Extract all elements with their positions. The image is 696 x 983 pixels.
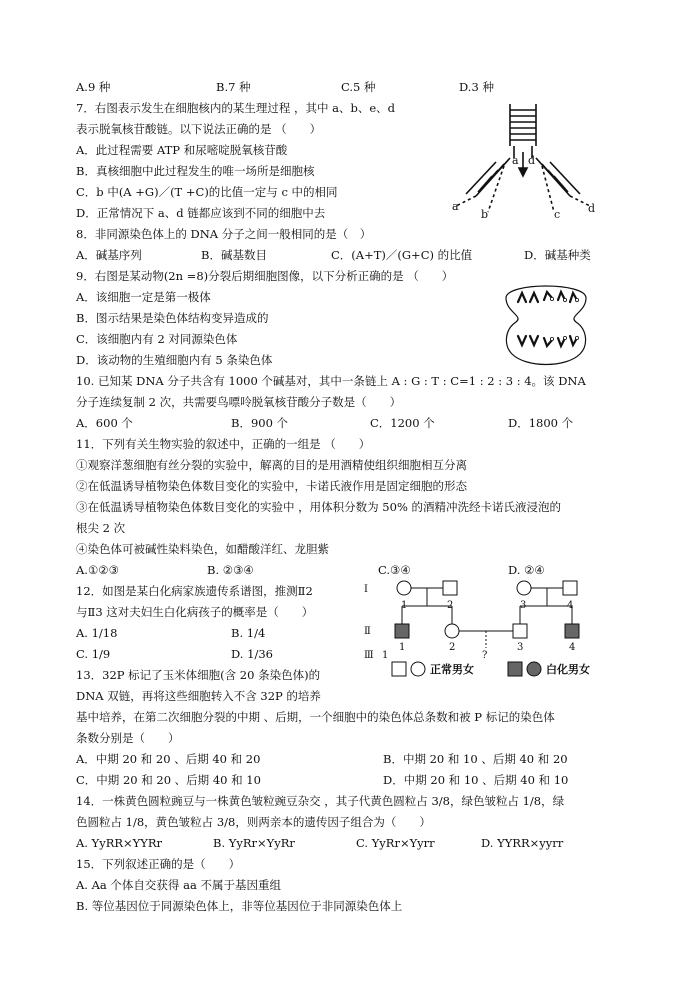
q10-stem-line2: 分子连续复制 2 次，共需要鸟嘌呤脱氧核苷酸分子数是（ ） — [76, 395, 402, 409]
q11-stem: 11．下列有关生物实验的叙述中，正确的一组是 （ ） — [76, 437, 371, 451]
q7-stem-line1: 7．右图表示发生在细胞核内的某生理过程 ，其中 a、b、e、d — [76, 101, 396, 115]
q10-option-c: C．1200 个 — [370, 416, 435, 430]
q11-option-b: B. ②③④ — [207, 563, 254, 577]
q10-stem-line1: 10. 已知某 DNA 分子共含有 1000 个碱基对，其中一条链上 A : G : T : C=1 : 2 : 3 : 4。该 DNA — [76, 374, 586, 388]
q8-option-d: D．碱基种类 — [524, 248, 591, 262]
dividing-cell-figure — [496, 278, 596, 366]
q13-option-b: B．中期 20 和 10 、后期 40 和 20 — [383, 752, 568, 766]
q6-option-b: B.7 种 — [216, 80, 251, 94]
pedigree-I-2: 2 — [447, 600, 454, 611]
q9-option-b: B．图示结果是染色体结构变异造成的 — [76, 311, 269, 325]
pedigree-I-3: 3 — [520, 600, 527, 611]
q15-option-b: B. 等位基因位于同源染色体上，非等位基因位于非同源染色体上 — [76, 899, 403, 913]
q7-option-a: A．此过程需要 ATP 和尿嘧啶脱氧核苷酸 — [76, 143, 288, 157]
q11-option-d: D. ②④ — [508, 563, 545, 577]
pedigree-II-2: 2 — [449, 642, 456, 653]
q10-option-a: A．600 个 — [76, 416, 133, 430]
q14-option-b: B. YyRr×YyRr — [213, 836, 295, 850]
q14-stem-line1: 14．一株黄色圆粒豌豆与一株黄色皱粒豌豆杂交 ，其子代黄色圆粒占 3/8，绿色皱粒占 1/8，绿 — [76, 794, 565, 808]
q11-item-1: ①观察洋葱细胞有丝分裂的实验中，解离的目的是用酒精使组织细胞相互分离 — [76, 458, 467, 472]
q13-option-a: A．中期 20 和 20 、后期 40 和 20 — [76, 752, 261, 766]
q14-option-d: D. YYRR×yyrr — [481, 836, 564, 850]
q7-option-c: C．b 中(A +G)／(T +C)的比值一定与 c 中的相同 — [76, 185, 338, 199]
q13-stem-line1: 13．32P 标记了玉米体细胞(含 20 条染色体)的 — [76, 668, 321, 682]
q11-item-3: ③在低温诱导植物染色体数目变化的实验中 ，用体积分数为 50% 的酒精冲洗经卡诺氏液浸泡的 — [76, 500, 562, 514]
dna-replication-figure — [448, 100, 608, 220]
q15-stem: 15．下列叙述正确的是（ ） — [76, 857, 241, 871]
q7-stem-line2: 表示脱氧核苷酸链。以下说法正确的是 （ ） — [76, 122, 322, 136]
pedigree-II-1: 1 — [399, 642, 406, 653]
q10-option-d: D．1800 个 — [508, 416, 574, 430]
pedigree-III-unknown: ? — [482, 650, 488, 661]
q6-option-c: C.5 种 — [341, 80, 376, 94]
q6-option-d: D.3 种 — [459, 80, 494, 94]
q11-item-2: ②在低温诱导植物染色体数目变化的实验中，卡诺氏液作用是固定细胞的形态 — [76, 479, 467, 493]
legend-normal: 正常男女 — [430, 663, 474, 676]
q9-option-a: A．该细胞一定是第一极体 — [76, 290, 211, 304]
fig-label-d-center: d — [528, 154, 536, 167]
q12-stem-line2: 与Ⅱ3 这对夫妇生白化病孩子的概率是（ ） — [76, 605, 314, 619]
q13-stem-line3: 基中培养，在第二次细胞分裂的中期 、后期，一个细胞中的染色体总条数和被 P 标记的染色体 — [76, 710, 555, 724]
q11-option-a: A.①②③ — [76, 563, 119, 577]
fig-label-c: c — [554, 208, 561, 220]
pedigree-I-1: 1 — [401, 600, 408, 611]
q11-item-4: ④染色体可被碱性染料染色，如醋酸洋红、龙胆紫 — [76, 542, 329, 556]
q12-option-c: C. 1/9 — [76, 647, 111, 661]
q11-option-c: C.③④ — [378, 563, 411, 577]
q12-option-a: A. 1/18 — [76, 626, 118, 640]
pedigree-III-1: 1 — [382, 650, 389, 661]
legend-albino: 白化男女 — [546, 663, 590, 676]
q14-option-c: C. YyRr×Yyrr — [356, 836, 435, 850]
pedigree-II-3: 3 — [517, 642, 524, 653]
q13-option-d: D．中期 20 和 10 、后期 40 和 10 — [383, 773, 569, 787]
q13-stem-line2: DNA 双链，再将这些细胞转入不含 32P 的培养 — [76, 689, 321, 703]
pedigree-I-4: 4 — [567, 600, 574, 611]
q13-stem-line4: 条数分别是（ ） — [76, 731, 180, 745]
q8-stem: 8．非同源染色体上的 DNA 分子之间一般相同的是（ ） — [76, 227, 372, 241]
fig-label-a-center: a — [512, 154, 519, 167]
q9-option-c: C．该细胞内有 2 对同源染色体 — [76, 332, 238, 346]
q7-option-d: D．正常情况下 a、d 链都应该到不同的细胞中去 — [76, 206, 326, 220]
q8-option-b: B．碱基数目 — [201, 248, 267, 262]
q7-option-b: B．真核细胞中此过程发生的唯一场所是细胞核 — [76, 164, 315, 178]
gen-label-II: Ⅱ — [364, 626, 371, 637]
gen-label-III: Ⅲ — [364, 650, 374, 661]
q14-stem-line2: 色圆粒占 1/8，黄色皱粒占 3/8，则两亲本的遗传因子组合为（ ） — [76, 815, 431, 829]
q14-option-a: A. YyRR×YYRr — [76, 836, 162, 850]
q10-option-b: B．900 个 — [231, 416, 289, 430]
q11-item-3-cont: 根尖 2 次 — [76, 521, 126, 535]
fig-label-a: a — [452, 200, 459, 213]
q12-option-d: D. 1/36 — [231, 647, 273, 661]
q15-option-a: A. Aa 个体自交获得 aa 不属于基因重组 — [76, 878, 281, 892]
q9-option-d: D．该动物的生殖细胞内有 5 条染色体 — [76, 353, 273, 367]
q12-option-b: B. 1/4 — [231, 626, 266, 640]
q12-stem-line1: 12．如图是某白化病家族遗传系谱图，推测Ⅱ2 — [76, 584, 313, 598]
q8-option-c: C．(A+T)／(G+C) 的比值 — [331, 248, 473, 262]
q6-option-a: A.9 种 — [76, 80, 111, 94]
q13-option-c: C．中期 20 和 20 、后期 40 和 10 — [76, 773, 261, 787]
q8-option-a: A．碱基序列 — [76, 248, 142, 262]
pedigree-II-4: 4 — [569, 642, 576, 653]
pedigree-figure — [360, 574, 600, 694]
gen-label-I: Ⅰ — [364, 584, 368, 595]
fig-label-d: d — [588, 202, 596, 215]
fig-label-b: b — [481, 208, 489, 220]
q9-stem: 9．右图是某动物(2n =8)分裂后期细胞图像，以下分析正确的是 （ ） — [76, 269, 454, 283]
